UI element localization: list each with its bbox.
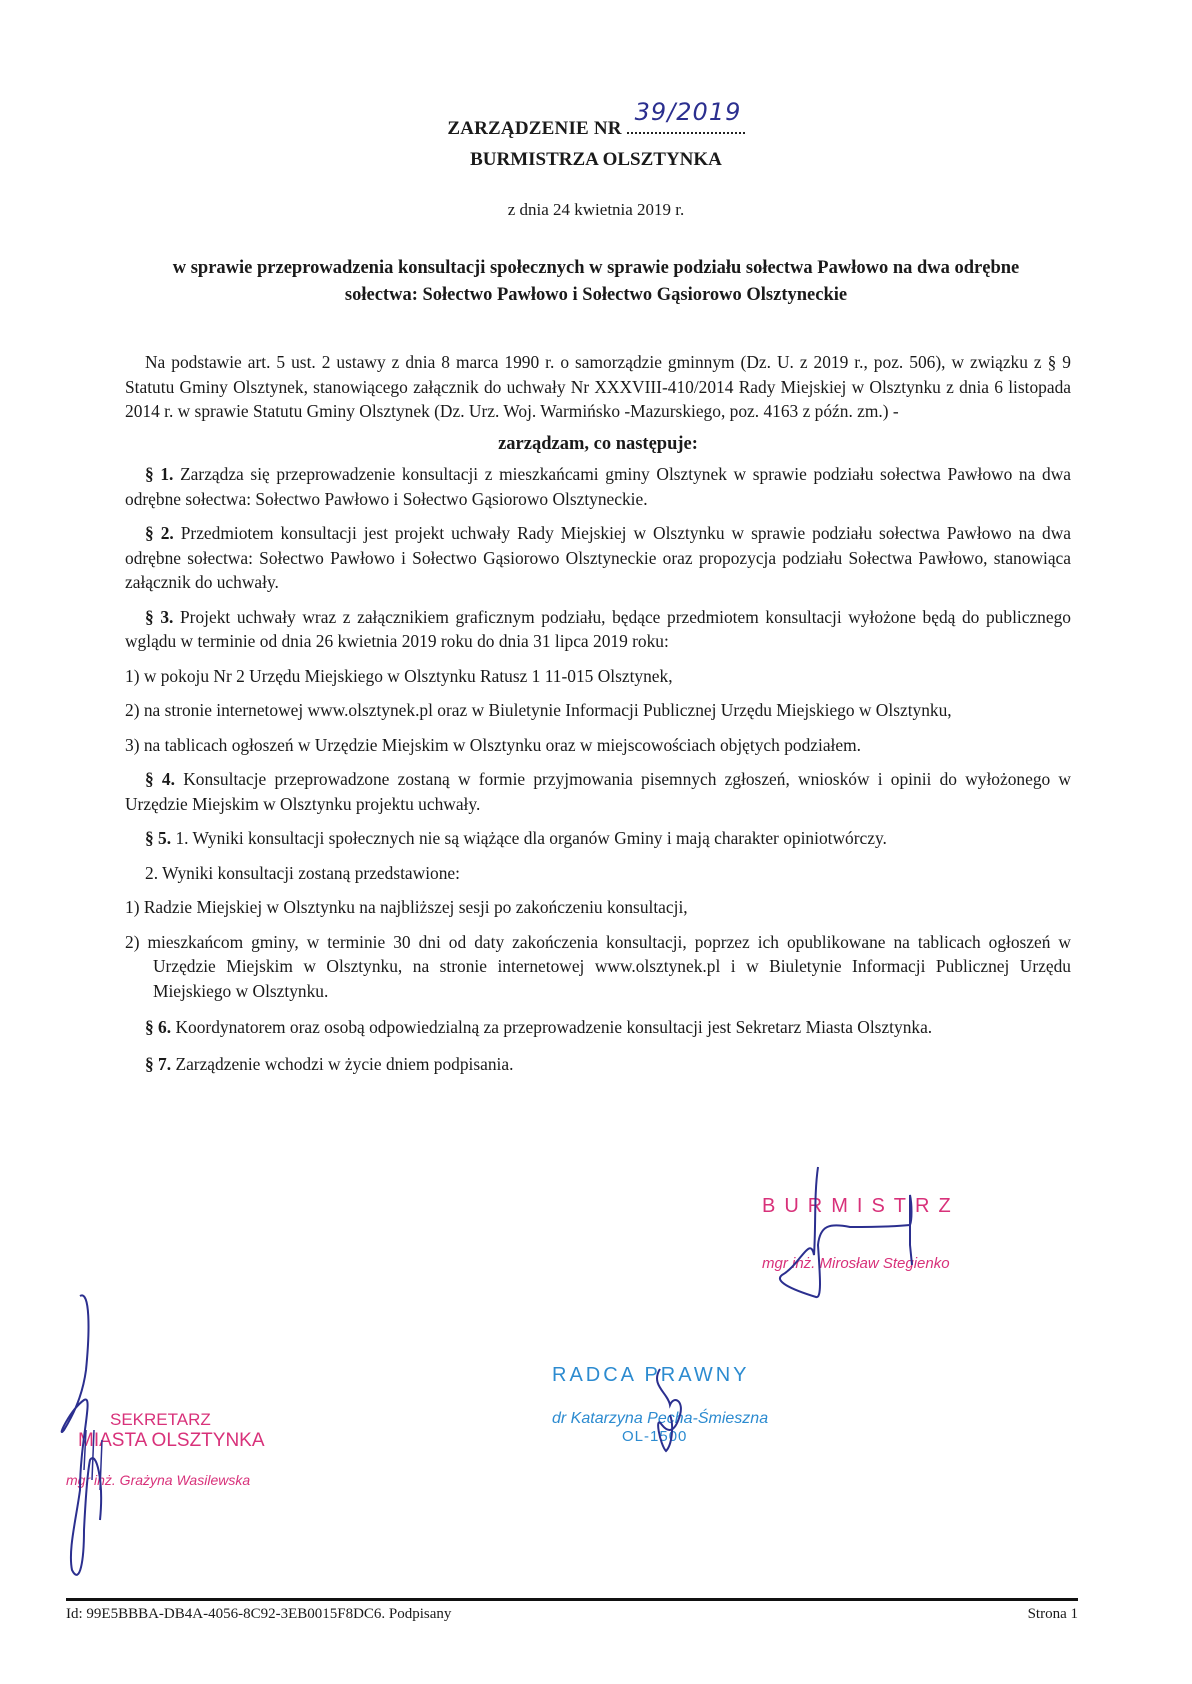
section-4-text: Konsultacje przeprowadzone zostaną w formie przyjmowania pisemnych zgłoszeń, wniosków i opinii do wyłożonego w Urzędzie Miejskim w Olsztynku projektu uchwały. (125, 769, 1071, 814)
title-prefix: ZARZĄDZENIE NR (447, 118, 622, 139)
section-1 (125, 462, 1071, 511)
signature-burmistrz-icon (760, 1165, 940, 1305)
section-7-text: Zarządzenie wchodzi w życie dniem podpisania. (175, 1053, 514, 1074)
stamp-radca-name: dr Katarzyna Pecha-Śmieszna (552, 1410, 769, 1427)
section-2-text: Przedmiotem konsultacji jest projekt uchwały Rady Miejskiej w Olsztynku w sprawie podziału sołectwa Pawłowo na dwa odrębne sołectwa: Sołectwo Pawłowo i Sołectwo Gąsiorowo Olsztyneckie oraz propozycja podziału Sołectwa Pawłowo, stanowiąca załącznik do uchwały. (125, 523, 1071, 592)
section-3-text: Projekt uchwały wraz z załącznikiem graficznym podziału, będące przedmiotem konsultacji wyłożone będą do publicznego wglądu w terminie od dnia 26 kwietnia 2019 roku do dnia 31 lipca 2019 roku: (125, 606, 1071, 651)
handwritten-number: 39/2019 (634, 98, 742, 126)
document-subject: w sprawie przeprowadzenia konsultacji społecznych w sprawie podziału sołectwa Pawłowo na dwa odrębne sołectwa: Sołectwo Pawłowo i Sołectwo Gąsiorowo Olsztyneckie (172, 258, 1020, 305)
section-3-label: § 3. (145, 606, 174, 627)
section-6 (125, 1015, 1071, 1040)
preamble: Na podstawie art. 5 ust. 2 ustawy z dnia 8 marca 1990 r. o samorządzie gminnym (Dz. U. z 2019 r., poz. 506), w związku z § 9 Statutu Gminy Olsztynek, stanowiącego załącznik do uchwały Nr XXXVIII-410/2014 Rady Miejskiej w Olsztynku z dnia 6 listopada 2014 r. w sprawie Statutu Gminy Olsztynek (Dz. Urz. Woj. Warmińsko -Mazurskiego, poz. 4163 z późn. zm.) - (125, 352, 1071, 421)
page-number: Strona 1 (1027, 1606, 1078, 1622)
stamp-sekretarz-title-2: MIASTA OLSZTYNKA (78, 1430, 265, 1451)
decree-heading: zarządzam, co następuje: (498, 433, 698, 454)
stamp-burmistrz-name: mgr inż. Mirosław Stegienko (762, 1255, 950, 1272)
section-7-label: § 7. (145, 1053, 172, 1074)
section-1-label: § 1. (145, 464, 174, 484)
section-7 (125, 1052, 1071, 1077)
document-id: Id: 99E5BBBA-DB4A-4056-8C92-3EB0015F8DC6. Podpisany (66, 1606, 452, 1622)
document-title (0, 98, 1192, 140)
section-6-text: Koordynatorem oraz osobą odpowiedzialną za przeprowadzenie konsultacji jest Sekretarz Miasta Olsztynka. (175, 1017, 933, 1037)
document-date: z dnia 24 kwietnia 2019 r. (507, 200, 685, 219)
section-3-item-3: 3) na tablicach ogłoszeń w Urzędzie Miejskim w Olsztynku oraz w miejscowościach objętych podziałem. (125, 734, 861, 755)
section-6-label: § 6. (145, 1017, 172, 1037)
stamp-burmistrz-title: BURMISTRZ (762, 1195, 960, 1217)
section-2-label: § 2. (145, 523, 174, 543)
signature-sekretarz-icon (50, 1290, 150, 1590)
section-3-item-2: 2) na stronie internetowej www.olsztynek.pl oraz w Biuletynie Informacji Publicznej Urzędu Miejskiego w Olsztynku, (125, 700, 952, 720)
section-5-point-2: 2. Wyniki konsultacji zostaną przedstawione: (145, 862, 460, 883)
section-3-item-1: 1) w pokoju Nr 2 Urzędu Miejskiego w Olsztynku Ratusz 1 11-015 Olsztynek, (125, 665, 673, 686)
section-5-item-2: 2) mieszkańcom gminy, w terminie 30 dni od daty zakończenia konsultacji, poprzez ich opublikowane na tablicach ogłoszeń w Urzędzie Miejskim w Olsztynku, na stronie internetowej www.olsztynek.pl i w Biuletynie Informacji Publicznej Urzędu Miejskiego w Olsztynku. (125, 931, 1071, 1001)
section-4 (125, 767, 1071, 816)
stamp-sekretarz-title-1: SEKRETARZ (110, 1410, 211, 1429)
section-1-text: Zarządza się przeprowadzenie konsultacji z mieszkańcami gminy Olsztynek w sprawie podziału sołectwa Pawłowo na dwa odrębne sołectwa: Sołectwo Pawłowo i Sołectwo Gąsiorowo Olsztyneckie. (125, 464, 1071, 509)
section-5-text: 1. Wyniki konsultacji społecznych nie są wiążące dla organów Gminy i mają charakter opiniotwórczy. (175, 828, 887, 848)
stamp-radca-title: RADCA PRAWNY (552, 1364, 750, 1386)
document-body (125, 350, 1071, 1076)
signature-radca-icon (640, 1365, 700, 1455)
stamp-sekretarz-name: mgr inż. Grażyna Wasilewska (66, 1472, 251, 1488)
section-5-item-1: 1) Radzie Miejskiej w Olsztynku na najbliższej sesji po zakończeniu konsultacji, (125, 897, 688, 917)
footer-divider (66, 1598, 1078, 1601)
section-5 (125, 826, 1071, 851)
section-5-label: § 5. (145, 828, 172, 848)
number-field (627, 98, 745, 134)
section-3 (125, 605, 1071, 654)
section-2 (125, 521, 1071, 595)
section-4-label: § 4. (145, 769, 175, 789)
document-issuer: BURMISTRZA OLSZTYNKA (470, 149, 722, 170)
stamp-radca-number: OL-1500 (622, 1428, 688, 1445)
